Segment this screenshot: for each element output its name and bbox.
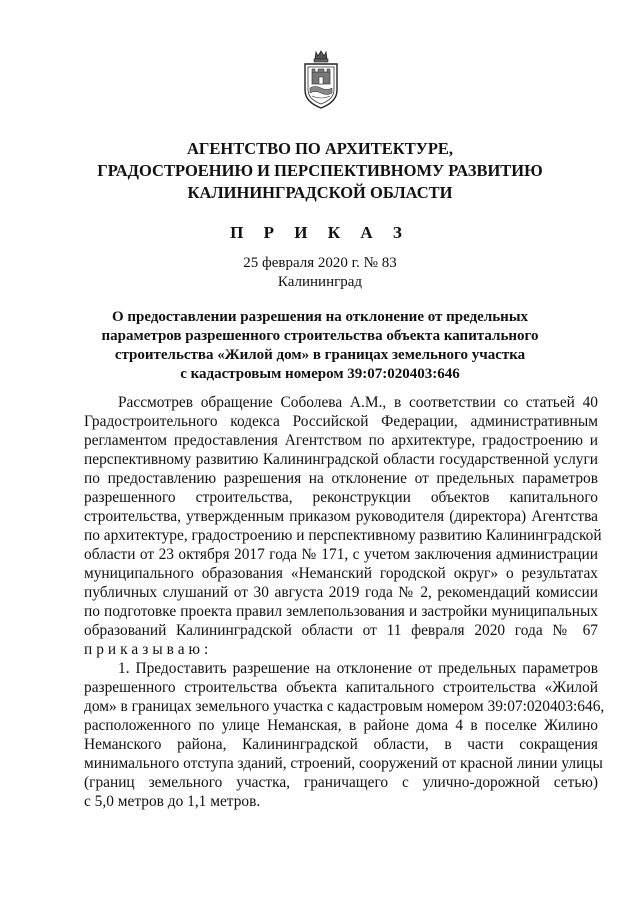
- body-line: регламентом предоставления Агентством по архитектуре, градостроению и: [84, 432, 598, 449]
- coat-of-arms-emblem: [302, 50, 340, 110]
- body-line: с 5,0 метров до 1,1 метров.: [84, 793, 261, 810]
- document-subject: [60, 308, 580, 384]
- body-line: по архитектуре, градостроению и перспективному развитию Калининградской: [84, 527, 602, 544]
- body-line: расположенного по улице Неманская, в районе дома 4 в поселке Жилино: [84, 717, 598, 734]
- agency-line-2: ГРАДОСТРОЕНИЮ И ПЕРСПЕКТИВНОМУ РАЗВИТИЮ: [97, 161, 543, 180]
- body-line: разрешенного строительства объекта капитального строительства «Жилой: [84, 679, 598, 696]
- body-line: Градостроительного кодекса Российской Федерации, административным: [84, 413, 598, 430]
- body-line: образований Калининградской области от 11 февраля 2020 года № 67: [84, 622, 598, 639]
- body-line: публичных слушаний от 30 августа 2019 года № 2, рекомендаций комиссии: [84, 584, 598, 601]
- agency-line-1: АГЕНТСТВО ПО АРХИТЕКТУРЕ,: [186, 139, 454, 158]
- body-line: дом» в границах земельного участка с кадастровым номером 39:07:020403:646,: [84, 698, 605, 715]
- body-line: Неманского района, Калининградской области, в части сокращения: [84, 736, 598, 753]
- body-line: строительства, утвержденным приказом руководителя (директора) Агентства: [84, 508, 598, 525]
- body-line: по подготовке проекта правил землепользования и застройки муниципальных: [84, 603, 598, 620]
- document-date-number: 25 февраля 2020 г. № 83: [243, 255, 397, 271]
- body-line: Рассмотрев обращение Соболева А.М., в соответствии со статьей 40: [118, 394, 598, 411]
- subject-line-1: О предоставлении разрешения на отклонение от предельных: [111, 309, 529, 325]
- body-line: (границ земельного участка, граничащего с улично-дорожной сетью): [84, 774, 598, 791]
- document-city: Калининград: [277, 274, 363, 290]
- body-line: разрешенного строительства, реконструкции объектов капитального: [84, 489, 598, 506]
- date-and-place: [60, 254, 580, 292]
- body-line: муниципального образования «Неманский городской округ» о результатах: [84, 565, 598, 582]
- agency-name: [60, 138, 580, 204]
- subject-line-4: с кадастровым номером 39:07:020403:646: [180, 366, 460, 382]
- body-line: минимального отступа зданий, строений, сооружений от красной линии улицы: [84, 755, 603, 772]
- body-line: по предоставлению разрешения на отклонение от предельных параметров: [84, 470, 598, 487]
- subject-line-3: строительства «Жилой дом» в границах земельного участка: [114, 347, 526, 363]
- document-body: [84, 393, 605, 811]
- paragraph-preamble: [84, 393, 602, 659]
- agency-line-3: КАЛИНИНГРАДСКОЙ ОБЛАСТИ: [187, 183, 453, 202]
- body-line: 1. Предоставить разрешение на отклонение от предельных параметров: [118, 660, 598, 677]
- document-type-heading: П Р И К А З: [230, 223, 410, 242]
- subject-line-2: параметров разрешенного строительства объекта капитального: [101, 328, 539, 344]
- prikazyvayu-word: приказываю:: [84, 641, 213, 658]
- body-line: перспективному развитию Калининградской области государственной услуги: [84, 451, 598, 468]
- body-line: области от 23 октября 2017 года № 171, с учетом заключения администрации: [84, 546, 598, 563]
- paragraph-item-1: [84, 659, 605, 811]
